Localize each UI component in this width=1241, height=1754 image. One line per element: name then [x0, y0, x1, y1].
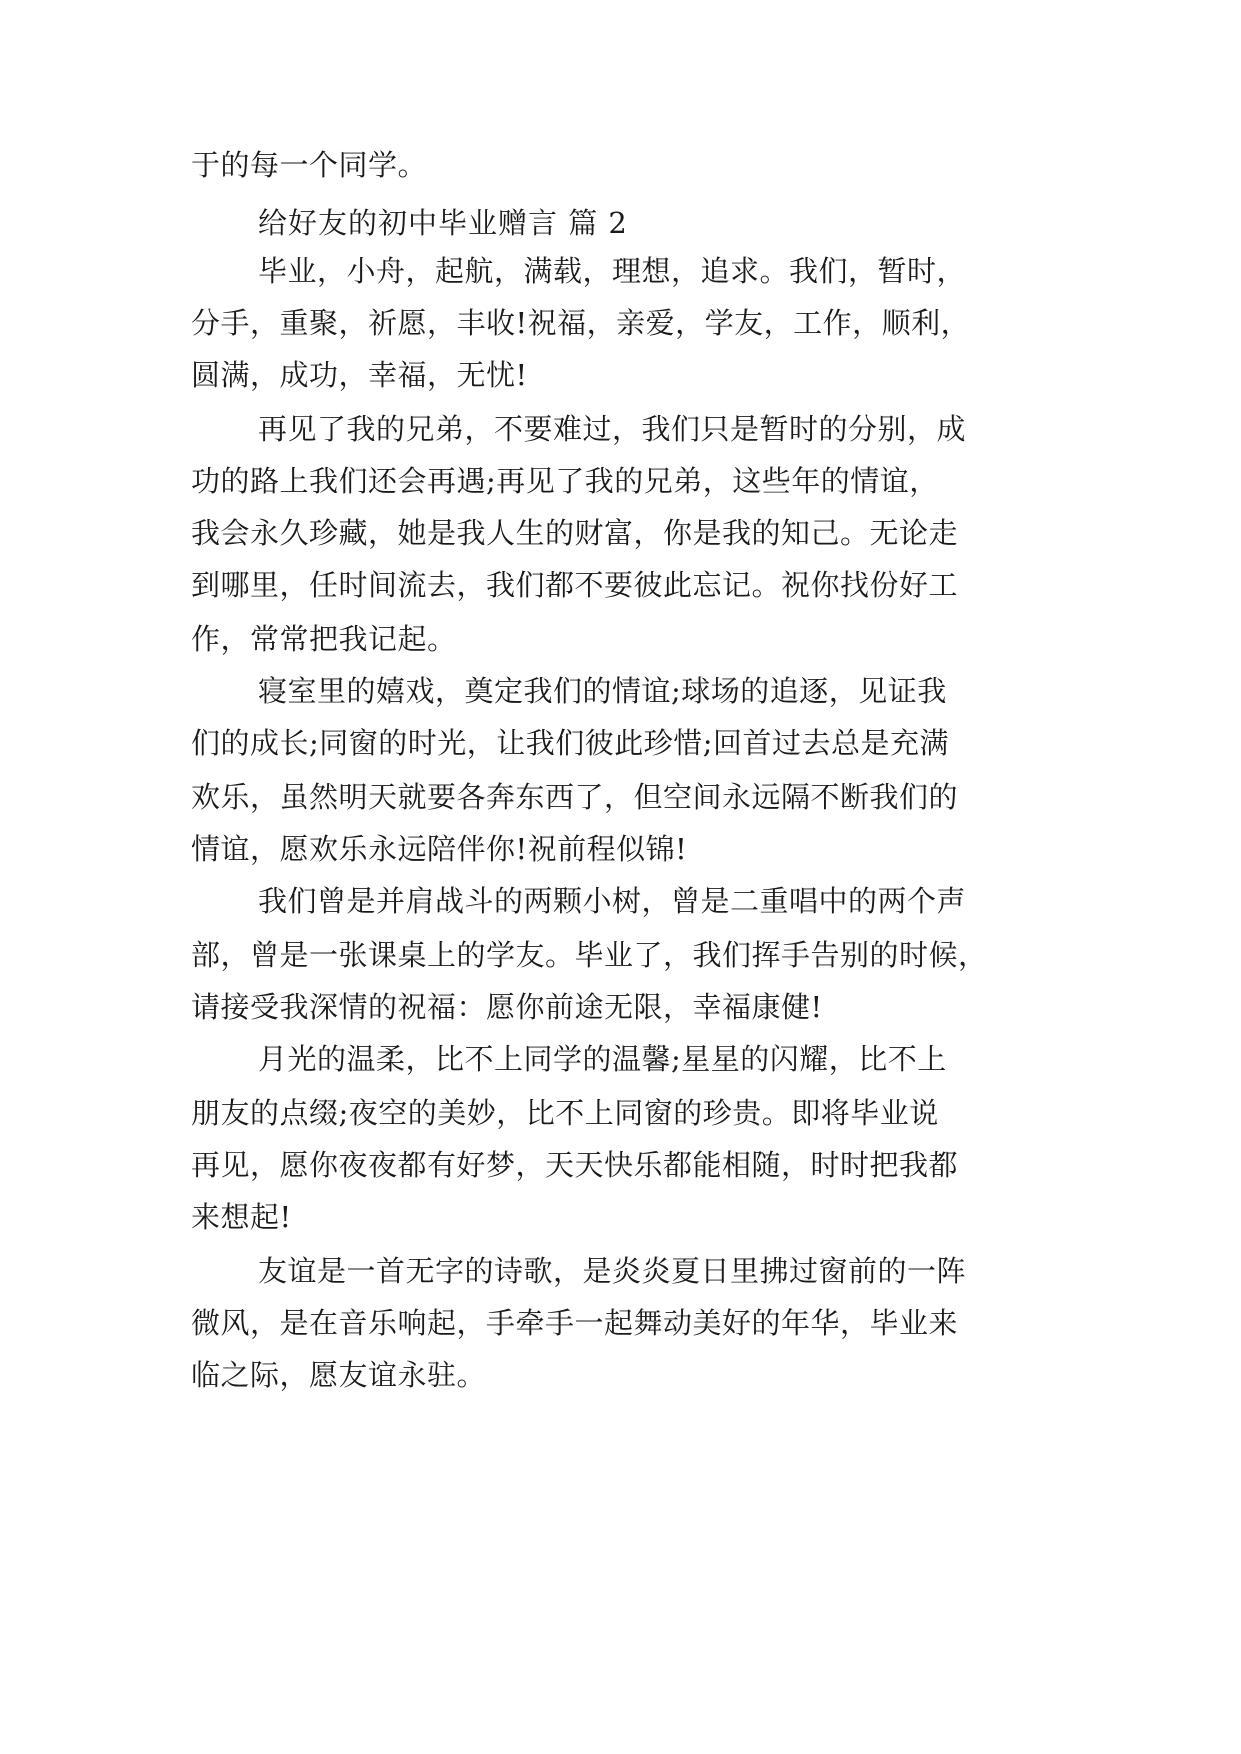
- paragraph-1-line-2: 分手，重聚，祈愿，丰收!祝福，亲爱，学友，工作，顺利，: [191, 306, 971, 340]
- paragraph-2-line-1: 再见了我的兄弟，不要难过，我们只是暂时的分别，成: [258, 412, 967, 446]
- paragraph-4-line-1: 我们曾是并肩战斗的两颗小树，曾是二重唱中的两个声: [258, 884, 967, 918]
- paragraph-3-line-3: 欢乐，虽然明天就要各奔东西了，但空间永远隔不断我们的: [191, 780, 959, 814]
- paragraph-6-line-2: 微风，是在音乐响起，手牵手一起舞动美好的年华，毕业来: [191, 1306, 959, 1340]
- paragraph-4-line-2: 部，曾是一张课桌上的学友。毕业了，我们挥手告别的时候，: [191, 938, 988, 972]
- paragraph-5-line-2: 朋友的点缀;夜空的美妙，比不上同窗的珍贵。即将毕业说: [191, 1096, 939, 1130]
- paragraph-4-line-3: 请接受我深情的祝福：愿你前途无限，幸福康健!: [191, 990, 823, 1024]
- opening-line: 于的每一个同学。: [191, 148, 428, 182]
- paragraph-5-line-1: 月光的温柔，比不上同学的温馨;星星的闪耀，比不上: [258, 1042, 947, 1076]
- paragraph-2-line-4: 到哪里，任时间流去，我们都不要彼此忘记。祝你找份好工: [191, 568, 959, 602]
- paragraph-3-line-2: 们的成长;同窗的时光，让我们彼此珍惜;回首过去总是充满: [191, 726, 950, 760]
- paragraph-5-line-4: 来想起!: [191, 1200, 292, 1234]
- paragraph-6-line-3: 临之际，愿友谊永驻。: [191, 1358, 487, 1392]
- paragraph-3-line-1: 寝室里的嬉戏，奠定我们的情谊;球场的追逐，见证我: [258, 674, 947, 708]
- paragraph-2-line-3: 我会永久珍藏，她是我人生的财富，你是我的知己。无论走: [191, 516, 959, 550]
- paragraph-1-line-1: 毕业，小舟，起航，满载，理想，追求。我们，暂时，: [258, 254, 967, 288]
- paragraph-1-line-3: 圆满，成功，幸福，无忧!: [191, 358, 528, 392]
- paragraph-2-line-5: 作，常常把我记起。: [191, 622, 457, 656]
- paragraph-3-line-4: 情谊，愿欢乐永远陪伴你!祝前程似锦!: [191, 832, 688, 866]
- paragraph-6-line-1: 友谊是一首无字的诗歌，是炎炎夏日里拂过窗前的一阵: [258, 1254, 967, 1288]
- section-title: 给好友的初中毕业赠言 篇 2: [258, 206, 628, 240]
- paragraph-5-line-3: 再见，愿你夜夜都有好梦，天天快乐都能相随，时时把我都: [191, 1148, 959, 1182]
- paragraph-2-line-2: 功的路上我们还会再遇;再见了我的兄弟，这些年的情谊，: [191, 464, 939, 498]
